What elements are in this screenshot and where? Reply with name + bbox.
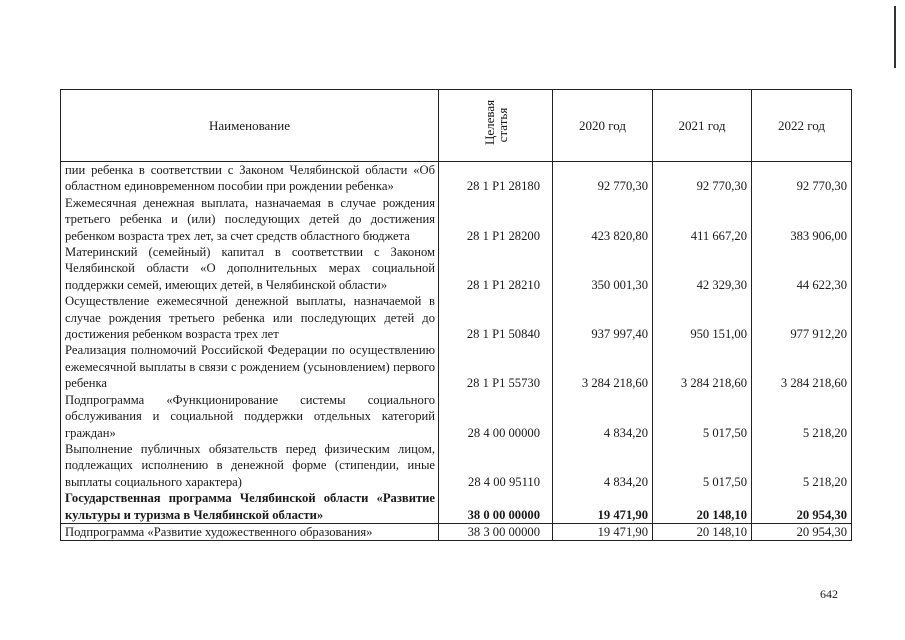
row-2022: 5 218,20 <box>752 441 852 490</box>
row-name: Выполнение публичных обязательств перед физическим лицом, подлежащих исполнению в денежной форме (стипендии, иные выплаты социального характера) <box>61 441 439 490</box>
budget-table <box>60 89 852 541</box>
row-2020: 4 834,20 <box>553 441 653 490</box>
header-2021: 2021 год <box>653 90 752 162</box>
row-2022: 5 218,20 <box>752 392 852 441</box>
row-name: пии ребенка в соответствии с Законом Челябинской области «Об областном единовременном пособии при рождении ребенка» <box>61 162 439 195</box>
row-name: Государственная программа Челябинской области «Развитие культуры и туризма в Челябинской области» <box>61 490 439 523</box>
row-2022: 20 954,30 <box>752 523 852 540</box>
table-row-program <box>61 490 852 523</box>
table-row <box>61 342 852 391</box>
row-code: 28 1 P1 28180 <box>439 162 553 195</box>
table-row <box>61 195 852 244</box>
row-name: Подпрограмма «Функционирование системы социального обслуживания и социальной поддержки отдельных категорий граждан» <box>61 392 439 441</box>
row-code: 28 1 P1 28200 <box>439 195 553 244</box>
row-code: 38 0 00 00000 <box>439 490 553 523</box>
row-code: 28 4 00 95110 <box>439 441 553 490</box>
row-2020: 3 284 218,60 <box>553 342 653 391</box>
header-name: Наименование <box>61 90 439 162</box>
row-2021: 3 284 218,60 <box>653 342 752 391</box>
row-2022: 44 622,30 <box>752 244 852 293</box>
table-row <box>61 293 852 342</box>
row-name: Материнский (семейный) капитал в соответствии с Законом Челябинской области «О дополнительных мерах социальной поддержки семей, имеющих детей, в Челябинской области» <box>61 244 439 293</box>
row-code: 28 4 00 00000 <box>439 392 553 441</box>
row-2021: 42 329,30 <box>653 244 752 293</box>
row-2021: 5 017,50 <box>653 441 752 490</box>
row-name: Осуществление ежемесячной денежной выплаты, назначаемой в случае рождения третьего ребенка или последующих детей до достижения ребенком возраста трех лет <box>61 293 439 342</box>
header-2020: 2020 год <box>553 90 653 162</box>
row-2021: 5 017,50 <box>653 392 752 441</box>
row-code: 28 1 P1 28210 <box>439 244 553 293</box>
row-2021: 20 148,10 <box>653 523 752 540</box>
row-2021: 92 770,30 <box>653 162 752 195</box>
table-row <box>61 523 852 540</box>
page-number: 642 <box>820 587 838 601</box>
table-row <box>61 392 852 441</box>
row-2022: 3 284 218,60 <box>752 342 852 391</box>
row-2020: 92 770,30 <box>553 162 653 195</box>
row-2022: 20 954,30 <box>752 490 852 523</box>
row-code: 38 3 00 00000 <box>439 523 553 540</box>
row-code: 28 1 P1 50840 <box>439 293 553 342</box>
row-2020: 350 001,30 <box>553 244 653 293</box>
table-header-row <box>61 90 852 162</box>
row-2021: 950 151,00 <box>653 293 752 342</box>
row-name: Реализация полномочий Российской Федерации по осуществлению ежемесячной выплаты в связи с рождением (усыновлением) первого ребенка <box>61 342 439 391</box>
row-2020: 423 820,80 <box>553 195 653 244</box>
row-code: 28 1 P1 55730 <box>439 342 553 391</box>
row-2020: 4 834,20 <box>553 392 653 441</box>
table-row <box>61 162 852 195</box>
margin-rule <box>894 6 896 68</box>
row-2022: 383 906,00 <box>752 195 852 244</box>
row-2022: 977 912,20 <box>752 293 852 342</box>
row-name: Подпрограмма «Развитие художественного образования» <box>61 523 439 540</box>
row-2020: 19 471,90 <box>553 523 653 540</box>
row-2022: 92 770,30 <box>752 162 852 195</box>
header-2022: 2022 год <box>752 90 852 162</box>
row-2020: 19 471,90 <box>553 490 653 523</box>
table-row <box>61 244 852 293</box>
row-2021: 411 667,20 <box>653 195 752 244</box>
header-target-article: Целевая статья <box>439 90 553 162</box>
row-name: Ежемесячная денежная выплата, назначаемая в случае рождения третьего ребенка и (или) последующих детей до достижения ребенком возраста трех лет, за счет средств областного бюджета <box>61 195 439 244</box>
row-2020: 937 997,40 <box>553 293 653 342</box>
table-row <box>61 441 852 490</box>
row-2021: 20 148,10 <box>653 490 752 523</box>
